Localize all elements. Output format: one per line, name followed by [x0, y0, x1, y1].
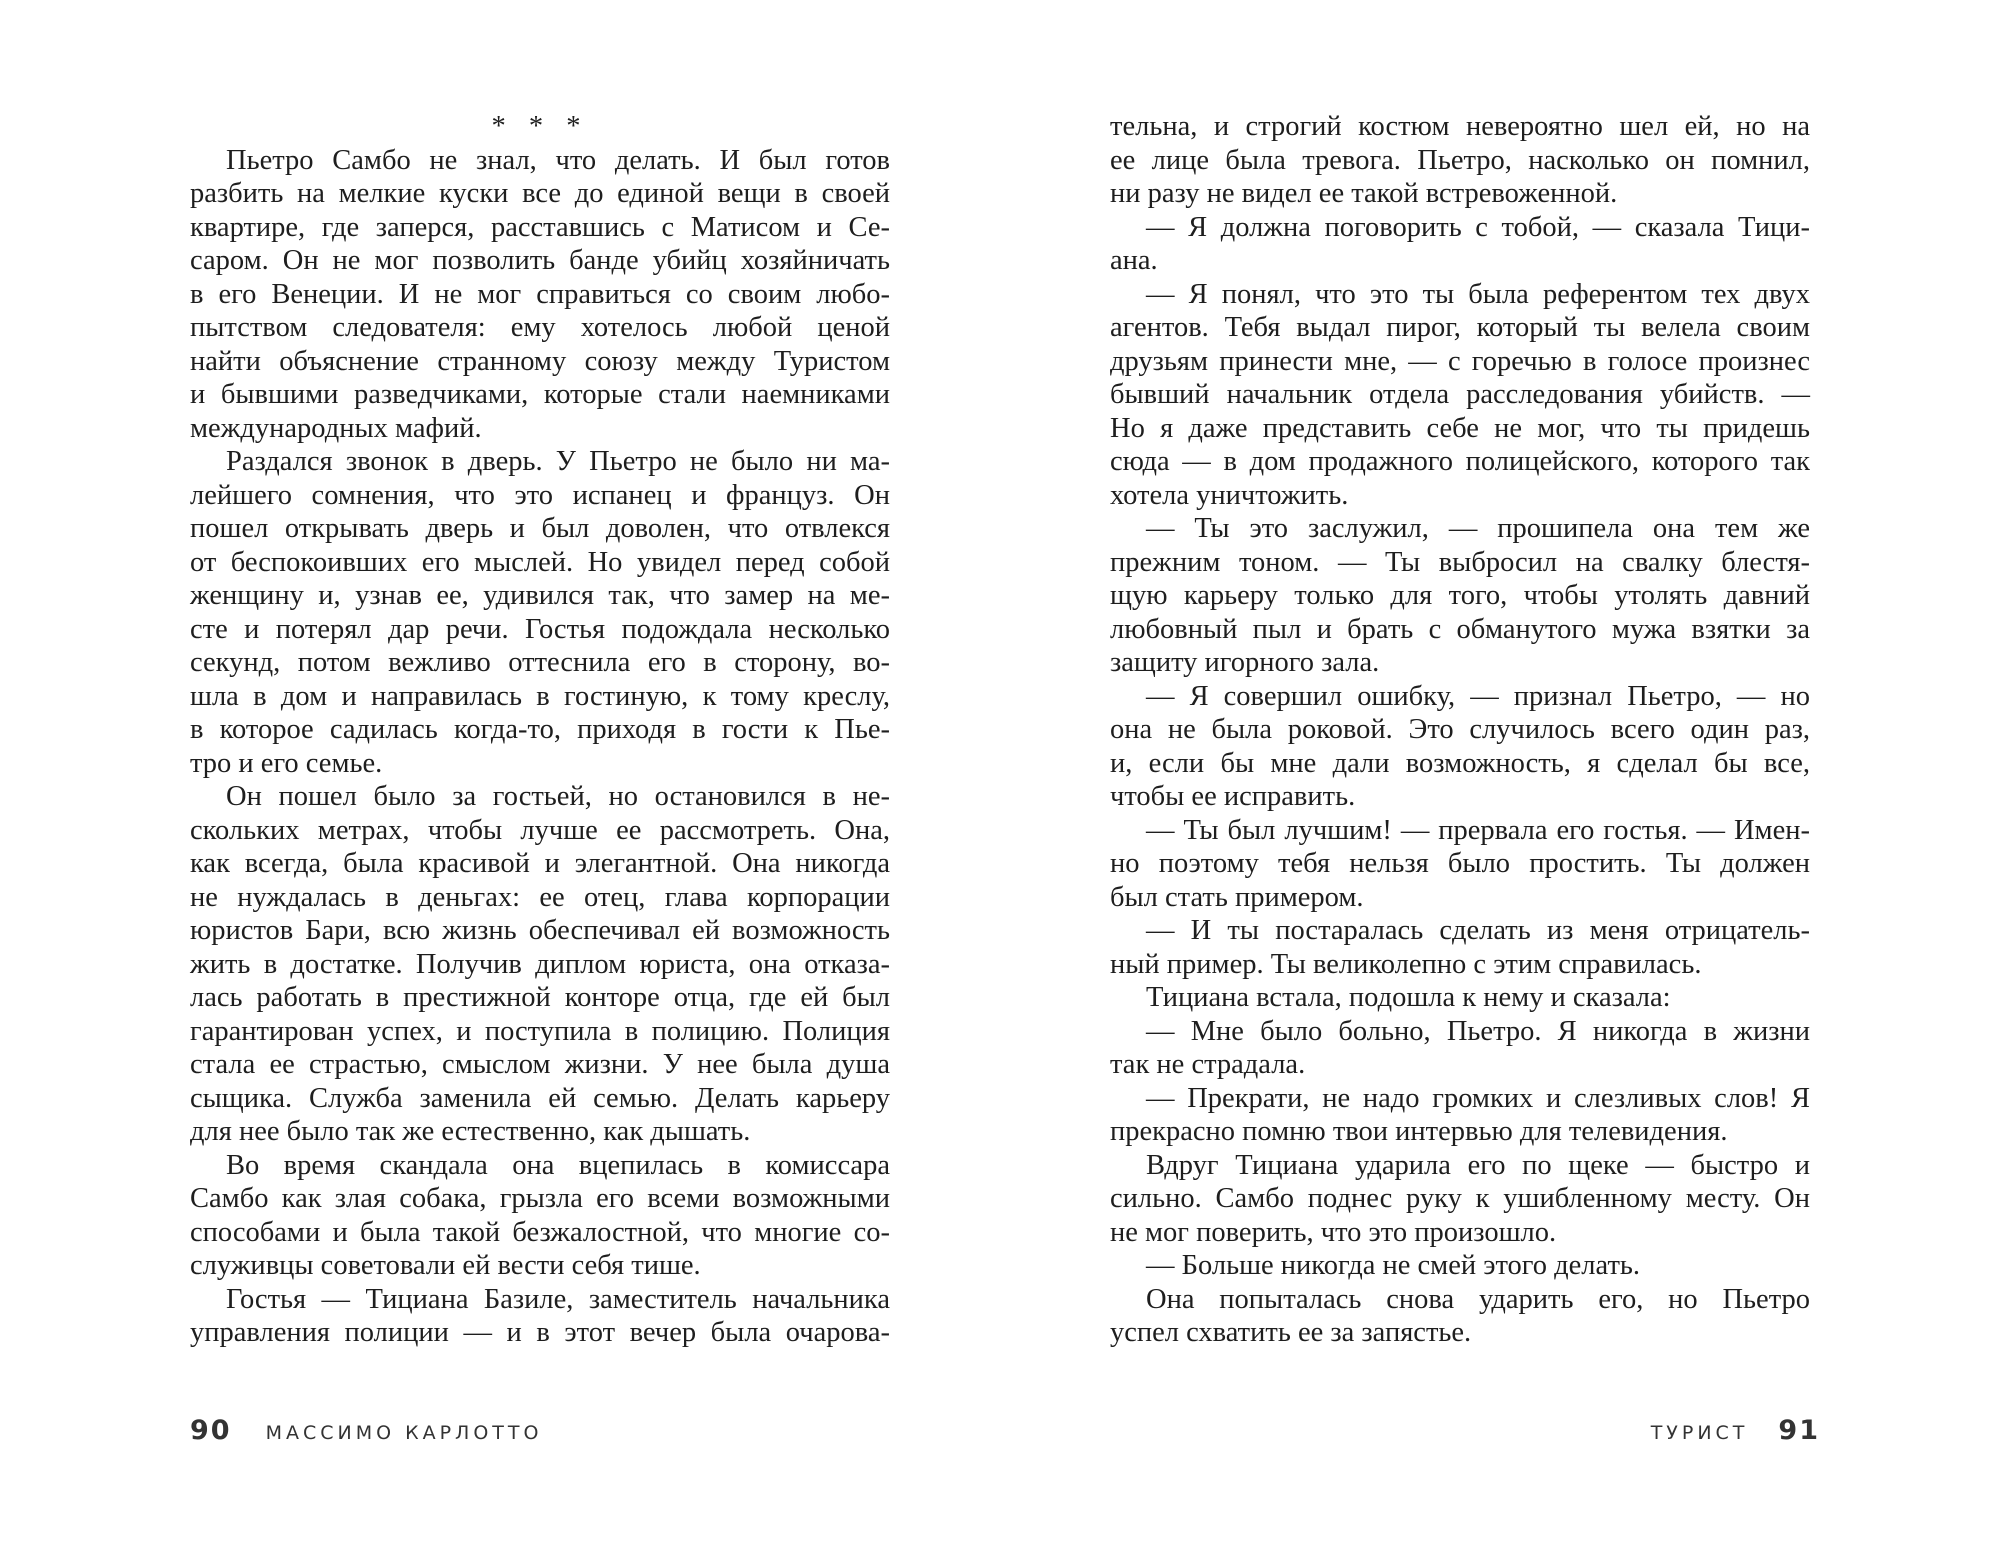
text-line: квартире, где заперся, расставшись с Матисом и Се- — [190, 211, 890, 243]
text-line: Он пошел было за гостьей, но остановился в не- — [226, 781, 890, 812]
text-line: чтобы ее исправить. — [1110, 781, 1356, 812]
text-line: сыщика. Служба заменила ей семью. Делать карьеру — [190, 1082, 890, 1114]
text-line: — Прекрати, не надо громких и слезливых слов! Я — [1146, 1082, 1810, 1114]
text-line: международных мафий. — [190, 412, 482, 444]
text-line: как всегда, была красивой и элегантной. Она никогда — [190, 848, 890, 879]
text-line: лась работать в престижной конторе отца, где ей был — [190, 982, 890, 1013]
text-line: Во время скандала она вцепилась в комиссара — [226, 1149, 890, 1181]
text-line: Пьетро Самбо не знал, что делать. И был готов — [226, 144, 890, 176]
text-line: жить в достатке. Получив диплом юриста, она отказа- — [190, 948, 890, 980]
text-line: — Больше никогда не смей этого делать. — [1146, 1250, 1641, 1281]
text-line: тельна, и строгий костюм невероятно шел ей, но на — [1110, 111, 1810, 142]
text-line: Раздался звонок в дверь. У Пьетро не было ни ма- — [226, 446, 890, 477]
text-line: прекрасно помню твои интервью для телевидения. — [1110, 1116, 1728, 1147]
text-line: управления полиции — и в этот вечер была очарова- — [190, 1317, 890, 1348]
page-number-left: 90 — [190, 1415, 232, 1446]
text-line: сильно. Самбо поднес руку к ушибленному месту. Он — [1110, 1183, 1810, 1214]
text-line: служивцы советовали ей вести себя тише. — [190, 1250, 701, 1281]
text-line: саром. Он не мог позволить банде убийц хозяйничать — [190, 245, 890, 276]
text-line: женщину и, узнав ее, удивился так, что замер на ме- — [190, 580, 890, 611]
text-line: лейшего сомнения, что это испанец и француз. Он — [190, 479, 890, 511]
text-line: Гостья — Тициана Базиле, заместитель начальника — [226, 1283, 890, 1315]
right-page — [1110, 110, 1810, 1350]
text-line: ана. — [1110, 245, 1158, 276]
text-line: защиту игорного зала. — [1110, 647, 1380, 678]
running-head-title: ТУРИСТ — [1650, 1422, 1749, 1444]
text-line: успел схватить ее за запястье. — [1110, 1317, 1472, 1348]
text-line: — И ты постаралась сделать из меня отрицатель- — [1146, 915, 1810, 946]
text-line: пытством следователя: ему хотелось любой ценой — [190, 312, 890, 343]
text-line: сте и потерял дар речи. Гостья подождала несколько — [190, 613, 890, 645]
left-page — [190, 110, 890, 1350]
text-line: — Я совершил ошибку, — признал Пьетро, — но — [1146, 680, 1810, 712]
page-number-right: 91 — [1778, 1415, 1820, 1446]
text-line: шла в дом и направилась в гостиную, к тому креслу, — [190, 680, 890, 712]
text-line: хотела уничтожить. — [1110, 479, 1349, 511]
text-line: так не страдала. — [1110, 1049, 1306, 1080]
text-line: Самбо как злая собака, грызла его всеми возможными — [190, 1183, 890, 1214]
text-line: и, если бы мне дали возможность, я сделал бы все, — [1110, 747, 1810, 779]
text-line: для нее было так же естественно, как дышать. — [190, 1116, 751, 1147]
text-line: не мог поверить, что это произошло. — [1110, 1216, 1557, 1248]
running-head-author: МАССИМО КАРЛОТТО — [265, 1422, 543, 1444]
text-line: стала ее страстью, смыслом жизни. У нее была душа — [190, 1049, 890, 1080]
text-line: — Я должна поговорить с тобой, — сказала Тици- — [1146, 211, 1810, 243]
text-line: — Мне было больно, Пьетро. Я никогда в жизни — [1146, 1015, 1810, 1047]
text-line: в которое садилась когда-то, приходя в гости к Пье- — [190, 714, 890, 745]
text-line: юристов Бари, всю жизнь обеспечивал ей возможность — [190, 915, 890, 946]
text-line: сюда — в дом продажного полицейского, которого так — [1110, 446, 1810, 477]
text-line: она не была роковой. Это случилось всего один раз, — [1110, 714, 1810, 745]
text-line: не нуждалась в деньгах: ее отец, глава корпорации — [190, 881, 890, 913]
text-line: ее лице была тревога. Пьетро, насколько он помнил, — [1110, 144, 1810, 176]
text-line: тро и его семье. — [190, 747, 383, 779]
text-line: пошел открывать дверь и был доволен, что отвлекся — [190, 513, 890, 544]
right-page-footer — [1651, 1411, 1820, 1451]
text-line: щую карьеру только для того, чтобы утолять давний — [1110, 580, 1810, 611]
text-line: — Я понял, что это ты была референтом тех двух — [1146, 278, 1810, 310]
text-line: друзьям принести мне, — с горечью в голосе произнес — [1110, 345, 1810, 377]
text-line: найти объяснение странному союзу между Туристом — [190, 345, 890, 377]
text-line: Тициана встала, подошла к нему и сказала: — [1146, 982, 1671, 1013]
text-line: в его Венеции. И не мог справиться со своим любо- — [190, 278, 890, 310]
left-page-footer — [190, 1411, 542, 1451]
text-line: прежним тоном. — Ты выбросил на свалку блестя- — [1110, 546, 1810, 578]
text-line: ный пример. Ты великолепно с этим справилась. — [1110, 948, 1702, 980]
text-line: ни разу не видел ее такой встревоженной. — [1110, 178, 1618, 209]
text-line: от беспокоивших его мыслей. Но увидел перед собой — [190, 546, 890, 578]
text-line: Она попыталась снова ударить его, но Пьетро — [1146, 1283, 1810, 1315]
text-line: скольких метрах, чтобы лучше ее рассмотреть. Она, — [190, 814, 890, 846]
text-line: Но я даже представить себе не мог, что ты придешь — [1110, 412, 1810, 444]
text-line: был стать примером. — [1110, 881, 1364, 913]
text-line: гарантирован успех, и поступила в полицию. Полиция — [190, 1015, 890, 1047]
text-line: и бывшими разведчиками, которые стали наемниками — [190, 379, 890, 410]
section-separator: * * * — [491, 111, 589, 142]
text-line: но поэтому тебя нельзя было простить. Ты должен — [1110, 848, 1810, 879]
text-line: любовный пыл и брать с обманутого мужа взятки за — [1110, 613, 1810, 645]
text-line: — Ты это заслужил, — прошипела она тем же — [1146, 513, 1810, 544]
text-line: разбить на мелкие куски все до единой вещи в своей — [190, 178, 890, 209]
text-line: способами и была такой безжалостной, что многие со- — [190, 1216, 890, 1248]
text-line: Вдруг Тициана ударила его по щеке — быстро и — [1146, 1149, 1810, 1181]
text-line: секунд, потом вежливо оттеснила его в сторону, во- — [190, 647, 890, 678]
text-line: — Ты был лучшим! — прервала его гостья. — Имен- — [1146, 814, 1810, 846]
text-line: агентов. Тебя выдал пирог, который ты велела своим — [1110, 312, 1810, 343]
text-line: бывший начальник отдела расследования убийств. — — [1110, 379, 1810, 410]
